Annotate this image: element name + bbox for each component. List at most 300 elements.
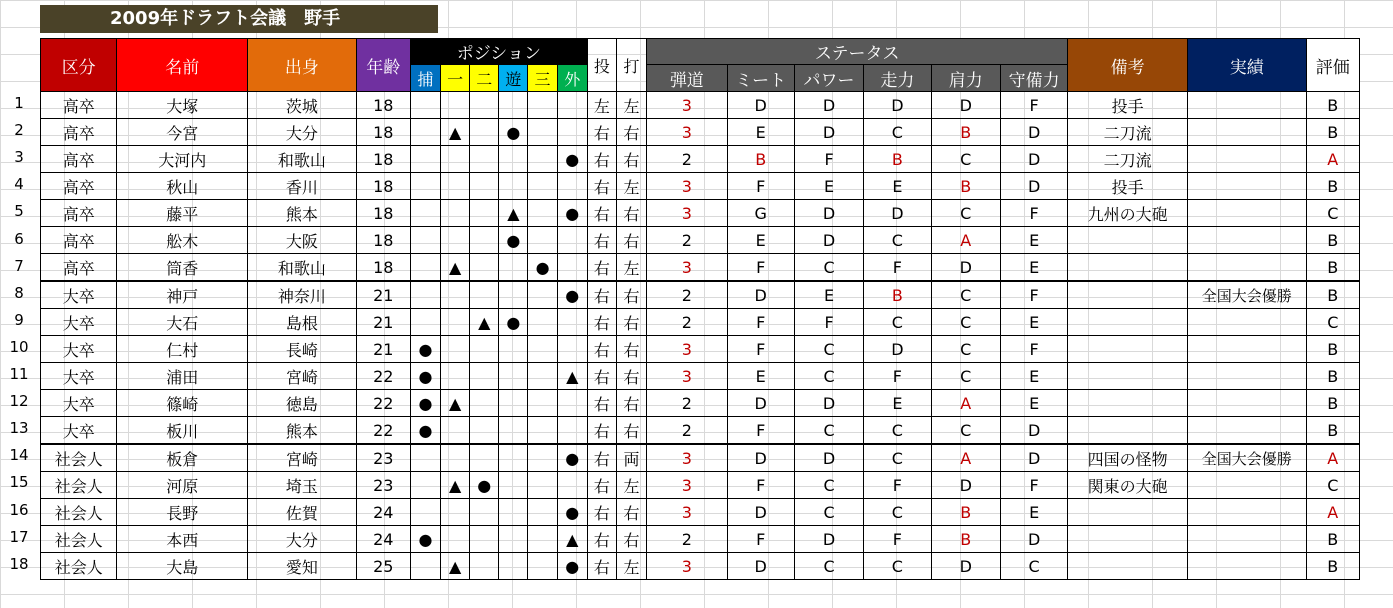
- cell-position-mark[interactable]: ●: [557, 499, 587, 526]
- cell-age[interactable]: 22: [356, 363, 410, 390]
- cell-hyoka[interactable]: A: [1306, 444, 1359, 472]
- cell-position-mark[interactable]: [470, 553, 499, 580]
- cell-age[interactable]: 18: [356, 173, 410, 200]
- cell-position-mark[interactable]: [528, 281, 557, 309]
- cell-position-mark[interactable]: ●: [410, 417, 440, 445]
- cell-stat[interactable]: D: [727, 92, 794, 119]
- cell-origin[interactable]: 和歌山: [248, 146, 357, 173]
- header-origin[interactable]: 出身: [248, 39, 357, 92]
- cell-position-mark[interactable]: [528, 363, 557, 390]
- cell-position-mark[interactable]: ▲: [499, 200, 528, 227]
- cell-jisseki[interactable]: [1187, 173, 1306, 200]
- cell-origin[interactable]: 香川: [248, 173, 357, 200]
- cell-stat[interactable]: F: [727, 336, 794, 363]
- cell-throw[interactable]: 右: [587, 472, 616, 499]
- cell-jisseki[interactable]: [1187, 417, 1306, 445]
- cell-name[interactable]: 今宮: [117, 119, 248, 146]
- cell-stat[interactable]: C: [794, 499, 863, 526]
- cell-position-mark[interactable]: [528, 200, 557, 227]
- cell-position-mark[interactable]: [470, 499, 499, 526]
- cell-throw[interactable]: 右: [587, 553, 616, 580]
- cell-jisseki[interactable]: [1187, 92, 1306, 119]
- cell-kubun[interactable]: 社会人: [41, 444, 117, 472]
- cell-jisseki[interactable]: [1187, 309, 1306, 336]
- cell-stat[interactable]: 3: [647, 92, 727, 119]
- cell-origin[interactable]: 和歌山: [248, 254, 357, 282]
- cell-stat[interactable]: D: [727, 281, 794, 309]
- header-jisseki[interactable]: 実績: [1187, 39, 1306, 92]
- cell-hyoka[interactable]: B: [1306, 526, 1359, 553]
- cell-stat[interactable]: C: [794, 254, 863, 282]
- cell-age[interactable]: 18: [356, 119, 410, 146]
- cell-position-mark[interactable]: ●: [410, 363, 440, 390]
- cell-position-mark[interactable]: [557, 254, 587, 282]
- cell-stat[interactable]: D: [794, 526, 863, 553]
- cell-position-mark[interactable]: [528, 173, 557, 200]
- cell-jisseki[interactable]: [1187, 146, 1306, 173]
- cell-biko[interactable]: 四国の怪物: [1068, 444, 1188, 472]
- cell-bat[interactable]: 右: [616, 390, 646, 417]
- cell-name[interactable]: 篠崎: [117, 390, 248, 417]
- cell-biko[interactable]: 九州の大砲: [1068, 200, 1188, 227]
- cell-bat[interactable]: 右: [616, 336, 646, 363]
- cell-stat[interactable]: 3: [647, 472, 727, 499]
- cell-age[interactable]: 25: [356, 553, 410, 580]
- cell-stat[interactable]: F: [864, 526, 931, 553]
- cell-stat[interactable]: D: [794, 390, 863, 417]
- cell-position-mark[interactable]: [499, 254, 528, 282]
- cell-age[interactable]: 23: [356, 444, 410, 472]
- cell-stat[interactable]: C: [864, 119, 931, 146]
- cell-jisseki[interactable]: [1187, 553, 1306, 580]
- cell-position-mark[interactable]: [410, 200, 440, 227]
- cell-position-mark[interactable]: [441, 444, 470, 472]
- cell-bat[interactable]: 右: [616, 281, 646, 309]
- cell-jisseki[interactable]: [1187, 336, 1306, 363]
- cell-hyoka[interactable]: B: [1306, 336, 1359, 363]
- cell-position-mark[interactable]: ●: [470, 472, 499, 499]
- cell-throw[interactable]: 右: [587, 173, 616, 200]
- cell-position-mark[interactable]: ▲: [441, 119, 470, 146]
- cell-position-mark[interactable]: ●: [557, 281, 587, 309]
- cell-jisseki[interactable]: [1187, 499, 1306, 526]
- cell-stat[interactable]: E: [1000, 390, 1067, 417]
- cell-hyoka[interactable]: B: [1306, 227, 1359, 254]
- cell-stat[interactable]: D: [931, 92, 1000, 119]
- cell-position-mark[interactable]: [557, 227, 587, 254]
- cell-origin[interactable]: 熊本: [248, 417, 357, 445]
- cell-biko[interactable]: [1068, 254, 1188, 282]
- cell-kubun[interactable]: 大卒: [41, 417, 117, 445]
- cell-position-mark[interactable]: ●: [528, 254, 557, 282]
- cell-stat[interactable]: C: [931, 363, 1000, 390]
- cell-bat[interactable]: 右: [616, 363, 646, 390]
- cell-stat[interactable]: F: [727, 417, 794, 445]
- cell-position-mark[interactable]: [557, 92, 587, 119]
- cell-name[interactable]: 浦田: [117, 363, 248, 390]
- cell-kubun[interactable]: 大卒: [41, 336, 117, 363]
- cell-kubun[interactable]: 高卒: [41, 92, 117, 119]
- cell-stat[interactable]: F: [864, 363, 931, 390]
- cell-jisseki[interactable]: 全国大会優勝: [1187, 444, 1306, 472]
- cell-hyoka[interactable]: A: [1306, 146, 1359, 173]
- cell-position-mark[interactable]: [528, 227, 557, 254]
- cell-throw[interactable]: 右: [587, 444, 616, 472]
- cell-kubun[interactable]: 大卒: [41, 309, 117, 336]
- cell-hyoka[interactable]: C: [1306, 200, 1359, 227]
- cell-name[interactable]: 大塚: [117, 92, 248, 119]
- cell-stat[interactable]: A: [931, 227, 1000, 254]
- cell-position-mark[interactable]: [499, 499, 528, 526]
- cell-throw[interactable]: 右: [587, 363, 616, 390]
- cell-jisseki[interactable]: 全国大会優勝: [1187, 281, 1306, 309]
- cell-stat[interactable]: F: [864, 472, 931, 499]
- cell-stat[interactable]: B: [931, 173, 1000, 200]
- cell-biko[interactable]: 関東の大砲: [1068, 472, 1188, 499]
- header-pos-second[interactable]: 二: [470, 65, 499, 92]
- cell-stat[interactable]: B: [931, 526, 1000, 553]
- cell-position-mark[interactable]: [470, 444, 499, 472]
- cell-hyoka[interactable]: B: [1306, 417, 1359, 445]
- cell-position-mark[interactable]: ▲: [441, 390, 470, 417]
- cell-stat[interactable]: G: [727, 200, 794, 227]
- cell-position-mark[interactable]: [441, 417, 470, 445]
- cell-name[interactable]: 本西: [117, 526, 248, 553]
- cell-biko[interactable]: [1068, 281, 1188, 309]
- cell-position-mark[interactable]: ▲: [441, 472, 470, 499]
- cell-age[interactable]: 18: [356, 92, 410, 119]
- cell-position-mark[interactable]: [499, 444, 528, 472]
- cell-position-mark[interactable]: ●: [557, 553, 587, 580]
- cell-stat[interactable]: B: [864, 146, 931, 173]
- cell-stat[interactable]: D: [727, 390, 794, 417]
- cell-bat[interactable]: 右: [616, 309, 646, 336]
- cell-hyoka[interactable]: B: [1306, 92, 1359, 119]
- cell-hyoka[interactable]: B: [1306, 390, 1359, 417]
- cell-hyoka[interactable]: A: [1306, 499, 1359, 526]
- cell-biko[interactable]: [1068, 363, 1188, 390]
- header-kubun[interactable]: 区分: [41, 39, 117, 92]
- cell-stat[interactable]: E: [864, 173, 931, 200]
- cell-position-mark[interactable]: ▲: [470, 309, 499, 336]
- cell-bat[interactable]: 左: [616, 92, 646, 119]
- cell-stat[interactable]: F: [794, 309, 863, 336]
- cell-position-mark[interactable]: [410, 309, 440, 336]
- cell-stat[interactable]: F: [727, 472, 794, 499]
- cell-origin[interactable]: 愛知: [248, 553, 357, 580]
- cell-stat[interactable]: F: [1000, 92, 1067, 119]
- cell-stat[interactable]: E: [727, 227, 794, 254]
- cell-throw[interactable]: 左: [587, 92, 616, 119]
- cell-position-mark[interactable]: [470, 526, 499, 553]
- cell-position-mark[interactable]: [441, 309, 470, 336]
- cell-position-mark[interactable]: [557, 336, 587, 363]
- cell-position-mark[interactable]: [528, 146, 557, 173]
- cell-kubun[interactable]: 社会人: [41, 472, 117, 499]
- cell-position-mark[interactable]: ▲: [557, 526, 587, 553]
- cell-age[interactable]: 18: [356, 254, 410, 282]
- cell-position-mark[interactable]: [441, 499, 470, 526]
- cell-biko[interactable]: [1068, 499, 1188, 526]
- cell-stat[interactable]: E: [1000, 363, 1067, 390]
- cell-bat[interactable]: 右: [616, 499, 646, 526]
- cell-name[interactable]: 板倉: [117, 444, 248, 472]
- cell-stat[interactable]: D: [1000, 526, 1067, 553]
- cell-throw[interactable]: 右: [587, 281, 616, 309]
- cell-origin[interactable]: 神奈川: [248, 281, 357, 309]
- cell-position-mark[interactable]: [470, 281, 499, 309]
- cell-stat[interactable]: F: [864, 254, 931, 282]
- cell-stat[interactable]: 2: [647, 227, 727, 254]
- cell-position-mark[interactable]: [499, 390, 528, 417]
- cell-stat[interactable]: B: [931, 499, 1000, 526]
- cell-stat[interactable]: C: [931, 200, 1000, 227]
- cell-kubun[interactable]: 高卒: [41, 173, 117, 200]
- cell-jisseki[interactable]: [1187, 526, 1306, 553]
- cell-stat[interactable]: C: [931, 336, 1000, 363]
- cell-position-mark[interactable]: ●: [557, 444, 587, 472]
- cell-hyoka[interactable]: C: [1306, 309, 1359, 336]
- cell-stat[interactable]: F: [1000, 472, 1067, 499]
- cell-position-mark[interactable]: [441, 146, 470, 173]
- cell-stat[interactable]: B: [864, 281, 931, 309]
- cell-position-mark[interactable]: [441, 281, 470, 309]
- cell-origin[interactable]: 熊本: [248, 200, 357, 227]
- header-stat-speed[interactable]: 走力: [864, 65, 931, 92]
- cell-stat[interactable]: 3: [647, 363, 727, 390]
- cell-stat[interactable]: E: [1000, 227, 1067, 254]
- cell-hyoka[interactable]: B: [1306, 173, 1359, 200]
- cell-position-mark[interactable]: [528, 526, 557, 553]
- cell-position-mark[interactable]: [528, 119, 557, 146]
- cell-position-mark[interactable]: [499, 146, 528, 173]
- cell-hyoka[interactable]: B: [1306, 254, 1359, 282]
- cell-position-mark[interactable]: ●: [499, 227, 528, 254]
- cell-position-mark[interactable]: ●: [410, 526, 440, 553]
- cell-stat[interactable]: F: [1000, 336, 1067, 363]
- cell-position-mark[interactable]: [410, 92, 440, 119]
- cell-position-mark[interactable]: [528, 336, 557, 363]
- cell-stat[interactable]: E: [794, 173, 863, 200]
- cell-name[interactable]: 長野: [117, 499, 248, 526]
- cell-position-mark[interactable]: ▲: [441, 254, 470, 282]
- cell-position-mark[interactable]: [410, 173, 440, 200]
- cell-stat[interactable]: E: [1000, 309, 1067, 336]
- cell-position-mark[interactable]: [410, 146, 440, 173]
- cell-name[interactable]: 秋山: [117, 173, 248, 200]
- cell-stat[interactable]: D: [794, 227, 863, 254]
- cell-origin[interactable]: 茨城: [248, 92, 357, 119]
- cell-position-mark[interactable]: [528, 417, 557, 445]
- cell-origin[interactable]: 佐賀: [248, 499, 357, 526]
- cell-origin[interactable]: 大分: [248, 119, 357, 146]
- cell-position-mark[interactable]: [557, 309, 587, 336]
- header-biko[interactable]: 備考: [1068, 39, 1188, 92]
- cell-position-mark[interactable]: [410, 254, 440, 282]
- cell-jisseki[interactable]: [1187, 390, 1306, 417]
- cell-position-mark[interactable]: [528, 472, 557, 499]
- cell-position-mark[interactable]: ●: [557, 146, 587, 173]
- cell-stat[interactable]: 2: [647, 390, 727, 417]
- cell-origin[interactable]: 大阪: [248, 227, 357, 254]
- cell-stat[interactable]: F: [727, 309, 794, 336]
- cell-stat[interactable]: 2: [647, 526, 727, 553]
- cell-position-mark[interactable]: [499, 472, 528, 499]
- cell-stat[interactable]: E: [727, 363, 794, 390]
- cell-name[interactable]: 河原: [117, 472, 248, 499]
- cell-stat[interactable]: 3: [647, 173, 727, 200]
- cell-biko[interactable]: [1068, 309, 1188, 336]
- cell-position-mark[interactable]: [441, 200, 470, 227]
- cell-origin[interactable]: 埼玉: [248, 472, 357, 499]
- cell-position-mark[interactable]: [528, 92, 557, 119]
- cell-stat[interactable]: D: [864, 92, 931, 119]
- cell-position-mark[interactable]: [470, 363, 499, 390]
- cell-name[interactable]: 筒香: [117, 254, 248, 282]
- cell-stat[interactable]: C: [864, 417, 931, 445]
- cell-stat[interactable]: C: [931, 417, 1000, 445]
- cell-bat[interactable]: 左: [616, 173, 646, 200]
- cell-stat[interactable]: C: [931, 281, 1000, 309]
- header-pos-short[interactable]: 遊: [499, 65, 528, 92]
- cell-stat[interactable]: D: [794, 444, 863, 472]
- cell-position-mark[interactable]: [470, 200, 499, 227]
- cell-bat[interactable]: 右: [616, 417, 646, 445]
- cell-kubun[interactable]: 社会人: [41, 499, 117, 526]
- cell-hyoka[interactable]: B: [1306, 119, 1359, 146]
- cell-throw[interactable]: 右: [587, 390, 616, 417]
- cell-stat[interactable]: D: [727, 499, 794, 526]
- cell-position-mark[interactable]: [470, 119, 499, 146]
- cell-position-mark[interactable]: [410, 227, 440, 254]
- header-pos-catcher[interactable]: 捕: [410, 65, 440, 92]
- cell-position-mark[interactable]: [557, 417, 587, 445]
- cell-stat[interactable]: 3: [647, 336, 727, 363]
- cell-throw[interactable]: 右: [587, 200, 616, 227]
- cell-name[interactable]: 仁村: [117, 336, 248, 363]
- cell-kubun[interactable]: 高卒: [41, 200, 117, 227]
- cell-position-mark[interactable]: [441, 173, 470, 200]
- cell-stat[interactable]: F: [794, 146, 863, 173]
- cell-kubun[interactable]: 高卒: [41, 254, 117, 282]
- cell-stat[interactable]: F: [727, 254, 794, 282]
- cell-age[interactable]: 24: [356, 526, 410, 553]
- cell-stat[interactable]: D: [864, 336, 931, 363]
- cell-position-mark[interactable]: [499, 281, 528, 309]
- cell-stat[interactable]: C: [794, 417, 863, 445]
- cell-biko[interactable]: 投手: [1068, 173, 1188, 200]
- cell-name[interactable]: 舩木: [117, 227, 248, 254]
- cell-stat[interactable]: D: [1000, 444, 1067, 472]
- cell-biko[interactable]: 投手: [1068, 92, 1188, 119]
- header-pos-first[interactable]: 一: [441, 65, 470, 92]
- cell-name[interactable]: 大石: [117, 309, 248, 336]
- cell-bat[interactable]: 左: [616, 472, 646, 499]
- cell-biko[interactable]: [1068, 417, 1188, 445]
- cell-stat[interactable]: 3: [647, 200, 727, 227]
- cell-biko[interactable]: [1068, 526, 1188, 553]
- cell-position-mark[interactable]: [441, 526, 470, 553]
- cell-biko[interactable]: 二刀流: [1068, 146, 1188, 173]
- cell-stat[interactable]: D: [794, 92, 863, 119]
- cell-stat[interactable]: C: [864, 444, 931, 472]
- cell-stat[interactable]: C: [864, 499, 931, 526]
- cell-stat[interactable]: F: [1000, 281, 1067, 309]
- cell-stat[interactable]: D: [931, 553, 1000, 580]
- cell-stat[interactable]: E: [864, 390, 931, 417]
- cell-position-mark[interactable]: [441, 363, 470, 390]
- cell-bat[interactable]: 右: [616, 227, 646, 254]
- cell-biko[interactable]: [1068, 390, 1188, 417]
- cell-position-mark[interactable]: [528, 499, 557, 526]
- cell-age[interactable]: 21: [356, 281, 410, 309]
- header-age[interactable]: 年齢: [356, 39, 410, 92]
- cell-stat[interactable]: 2: [647, 146, 727, 173]
- cell-throw[interactable]: 右: [587, 227, 616, 254]
- cell-bat[interactable]: 右: [616, 146, 646, 173]
- cell-position-mark[interactable]: [410, 499, 440, 526]
- cell-position-mark[interactable]: [470, 146, 499, 173]
- cell-throw[interactable]: 右: [587, 309, 616, 336]
- cell-age[interactable]: 22: [356, 390, 410, 417]
- cell-stat[interactable]: D: [1000, 417, 1067, 445]
- cell-position-mark[interactable]: [441, 227, 470, 254]
- cell-origin[interactable]: 長崎: [248, 336, 357, 363]
- cell-hyoka[interactable]: B: [1306, 281, 1359, 309]
- cell-position-mark[interactable]: [410, 119, 440, 146]
- cell-position-mark[interactable]: [410, 444, 440, 472]
- cell-jisseki[interactable]: [1187, 472, 1306, 499]
- cell-position-mark[interactable]: ●: [557, 200, 587, 227]
- cell-origin[interactable]: 大分: [248, 526, 357, 553]
- cell-position-mark[interactable]: [528, 444, 557, 472]
- header-status[interactable]: ステータス: [647, 39, 1068, 65]
- cell-stat[interactable]: D: [727, 444, 794, 472]
- header-bat[interactable]: 打: [616, 39, 646, 92]
- cell-stat[interactable]: F: [1000, 200, 1067, 227]
- cell-stat[interactable]: C: [931, 146, 1000, 173]
- cell-stat[interactable]: F: [727, 173, 794, 200]
- header-hyoka[interactable]: 評価: [1306, 39, 1359, 92]
- cell-jisseki[interactable]: [1187, 200, 1306, 227]
- cell-stat[interactable]: D: [794, 200, 863, 227]
- cell-position-mark[interactable]: ●: [499, 309, 528, 336]
- cell-stat[interactable]: C: [864, 553, 931, 580]
- cell-position-mark[interactable]: [470, 254, 499, 282]
- header-stat-arm[interactable]: 肩力: [931, 65, 1000, 92]
- cell-hyoka[interactable]: B: [1306, 553, 1359, 580]
- header-throw[interactable]: 投: [587, 39, 616, 92]
- cell-position-mark[interactable]: [470, 92, 499, 119]
- cell-bat[interactable]: 左: [616, 553, 646, 580]
- cell-stat[interactable]: D: [1000, 173, 1067, 200]
- cell-name[interactable]: 大島: [117, 553, 248, 580]
- cell-position-mark[interactable]: [470, 417, 499, 445]
- cell-stat[interactable]: C: [794, 363, 863, 390]
- header-stat-power[interactable]: パワー: [794, 65, 863, 92]
- cell-biko[interactable]: [1068, 336, 1188, 363]
- cell-age[interactable]: 24: [356, 499, 410, 526]
- cell-jisseki[interactable]: [1187, 254, 1306, 282]
- cell-kubun[interactable]: 社会人: [41, 526, 117, 553]
- cell-kubun[interactable]: 大卒: [41, 363, 117, 390]
- cell-name[interactable]: 大河内: [117, 146, 248, 173]
- header-stat-trajectory[interactable]: 弾道: [647, 65, 727, 92]
- cell-position-mark[interactable]: [499, 92, 528, 119]
- cell-biko[interactable]: [1068, 553, 1188, 580]
- cell-throw[interactable]: 右: [587, 146, 616, 173]
- cell-position-mark[interactable]: [557, 119, 587, 146]
